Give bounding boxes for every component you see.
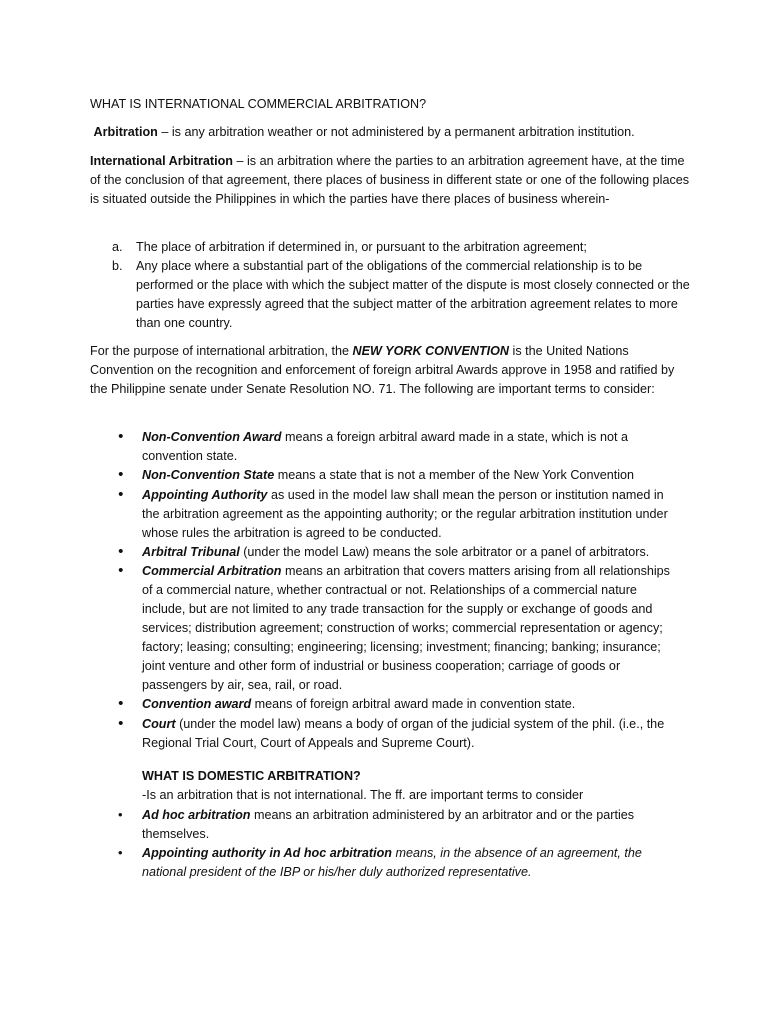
term-name: Non-Convention Award [142, 430, 282, 444]
bullet-icon: • [118, 695, 124, 713]
term-definition: (under the model law) means a body of organ of the judicial system of the phil. (i.e., the Regional Trial Court, Court of Appeals and Supreme Court). [142, 716, 665, 750]
term-definition: as used in the model law shall mean the person or institution named in the arbitration agreement as the appointing authority; or the regular arbitration institution under whose rules the arbitration is agreed to be conducted. [142, 487, 668, 540]
arbitration-term: Arbitration [93, 125, 158, 139]
term-definition: means of foreign arbitral award made in convention state. [251, 697, 576, 712]
term-name: Non-Convention State [142, 468, 275, 483]
term-name: Appointing authority in Ad hoc arbitration [142, 846, 392, 861]
places-list [112, 238, 692, 333]
term-name: Convention award [142, 697, 252, 712]
domestic-heading: WHAT IS DOMESTIC ARBITRATION? [142, 769, 361, 783]
term-name: Court [142, 716, 176, 731]
list-item-text: The place of arbitration if determined in, or pursuant to the arbitration agreement; [136, 240, 587, 254]
list-item [112, 257, 692, 333]
arbitration-definition [90, 123, 690, 142]
international-arbitration-definition [90, 152, 690, 209]
list-item [112, 543, 682, 562]
term-name: Appointing Authority [142, 487, 268, 502]
domestic-intro: -Is an arbitration that is not international. The ff. are important terms to consider [142, 787, 584, 802]
convention-text-before: For the purpose of international arbitration, the [90, 344, 353, 358]
term-definition: means, in the absence of an agreement, the national president of the IBP or his/her duly authorized representative. [142, 846, 642, 880]
convention-emphasis: NEW YORK CONVENTION [352, 344, 510, 358]
list-marker: b. [112, 258, 123, 273]
bullet-icon: • [118, 466, 124, 484]
list-item [112, 428, 682, 466]
list-item [112, 844, 682, 882]
list-item [112, 806, 682, 844]
bullet-icon: • [118, 714, 124, 732]
list-item [112, 466, 682, 485]
term-name: Ad hoc arbitration [142, 808, 251, 822]
international-arbitration-term: International Arbitration [90, 154, 233, 168]
list-item [112, 486, 682, 543]
international-terms-list [112, 428, 682, 753]
term-definition: (under the model Law) means the sole arbitrator or a panel of arbitrators. [239, 544, 650, 559]
list-item [112, 238, 692, 257]
list-item [112, 715, 682, 753]
bullet-icon: • [118, 562, 124, 580]
international-arbitration-text: – is an arbitration where the parties to an arbitration agreement have, at the time of the conclusion of that agreement, there places of business in different state or one of the following places is situated outside the Philippines in which the parties have there places of business wherein- [90, 154, 690, 206]
bullet-icon: • [118, 542, 124, 560]
list-marker: a. [112, 240, 123, 254]
arbitration-text: – is any arbitration weather or not administered by a permanent arbitration institution. [157, 125, 635, 139]
term-definition: means a state that is not a member of the New York Convention [274, 468, 635, 483]
list-item-text: Any place where a substantial part of the obligations of the commercial relationship is to be performed or the place with which the subject matter of the dispute is most closely connected or the parties have expressly agreed that the subject matter of the arbitration agreement relates to more than one country. [136, 258, 690, 330]
list-item [112, 562, 682, 694]
domestic-terms-list [112, 806, 682, 883]
bullet-icon: • [118, 485, 124, 503]
term-name: Arbitral Tribunal [142, 544, 240, 559]
term-definition: means an arbitration that covers matters arising from all relationships of a commercial nature, whether contractual or not. Relationships of a commercial nature include, but are not limited to any trade transaction for the supply or exchange of goods and services; distribution agreement; construction of works; commercial representation or agency; factory; leasing; consulting; engineering; licensing; investment; financing; banking; insurance; joint venture and other form of industrial or business cooperation; carriage of goods or passengers by air, sea, rail, or road. [142, 564, 670, 692]
list-item [112, 695, 682, 714]
term-name: Commercial Arbitration [142, 564, 282, 579]
bullet-icon: • [118, 807, 123, 822]
bullet-icon: • [118, 428, 124, 445]
term-definition: means an arbitration administered by an arbitrator and or the parties themselves. [142, 808, 635, 841]
new-york-convention-paragraph [90, 342, 690, 399]
domestic-arbitration-section [142, 767, 702, 805]
term-definition: means a foreign arbitral award made in a state, which is not a convention state. [142, 430, 628, 463]
page-heading: WHAT IS INTERNATIONAL COMMERCIAL ARBITRATION? [90, 97, 427, 111]
convention-text-after: is the United Nations Convention on the recognition and enforcement of foreign arbitral Awards approve in 1958 and ratified by the Philippine senate under Senate Resolution NO. 71. The following are important terms to consider: [90, 344, 675, 396]
bullet-icon: • [118, 845, 123, 861]
